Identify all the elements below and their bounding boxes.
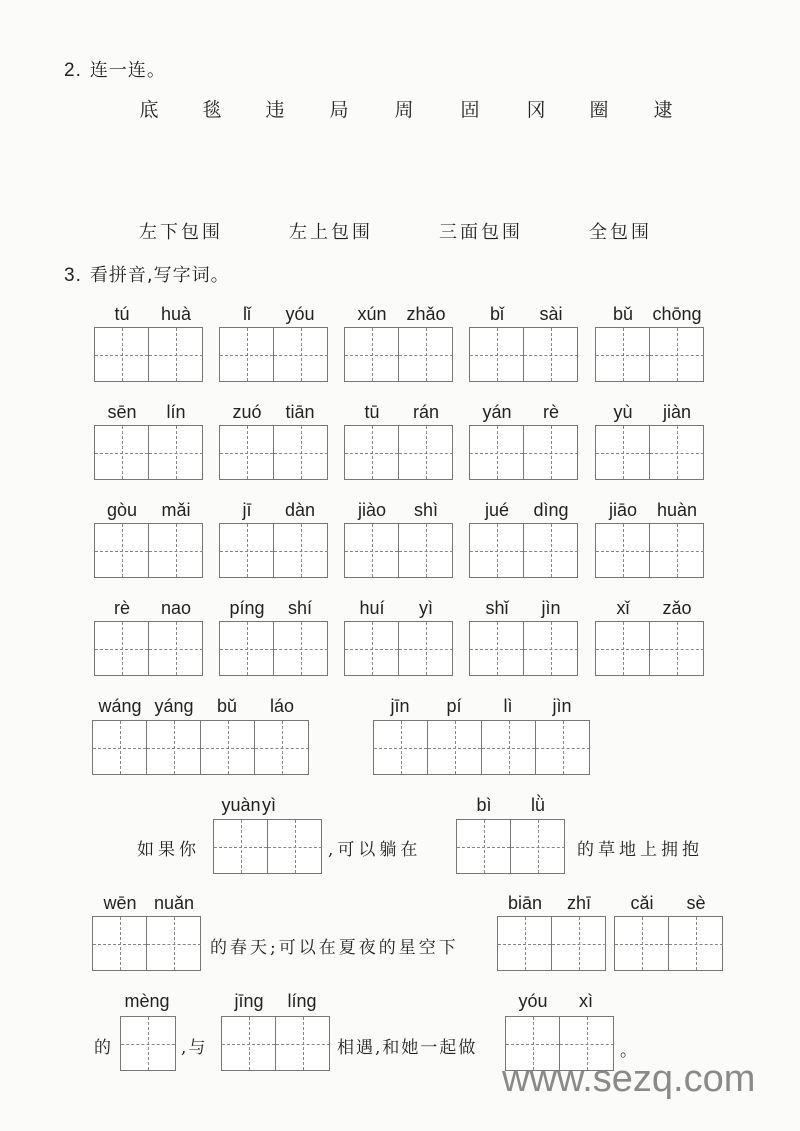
writing-grid[interactable] [595,523,704,578]
writing-grid[interactable] [221,1016,330,1071]
pinyin: yuàn [221,795,261,815]
passage-text: 如果你 [137,840,200,860]
pinyin: cǎi [630,893,654,913]
pinyin: sēn [107,402,137,422]
pinyin: xǐ [616,598,630,618]
match-character[interactable]: 圈 [589,99,609,121]
pinyin: láo [269,696,295,716]
pinyin: lǜ [530,795,546,815]
pinyin: huí [359,598,385,618]
pinyin: mèng [124,991,170,1011]
passage-text: 的春天;可以在夏夜的星空下 [210,938,459,958]
pinyin: tū [364,402,380,422]
writing-grid[interactable] [344,621,453,676]
passage-text: 。 [620,1041,641,1061]
writing-grid[interactable] [614,916,723,971]
pinyin: rè [542,402,560,422]
pinyin: zuó [232,402,262,422]
pinyin: rán [412,402,440,422]
pinyin: dìng [533,500,569,520]
writing-grid[interactable] [120,1016,176,1071]
pinyin: gòu [106,500,138,520]
passage-text: 的草地上拥抱 [577,840,703,860]
pinyin: shǐ [485,598,509,618]
pinyin: chōng [652,304,702,324]
question-3-title [64,261,230,287]
pinyin: zǎo [662,598,692,618]
writing-grid[interactable] [213,819,322,874]
pinyin: nuǎn [153,893,195,913]
pinyin: jī [242,500,252,520]
pinyin: lín [166,402,186,422]
question-number: 3. [64,265,82,286]
pinyin: yáng [154,696,194,716]
match-character[interactable]: 底 [139,99,159,121]
writing-grid[interactable] [344,523,453,578]
pinyin: yì [261,795,277,815]
pinyin: tú [114,304,130,324]
writing-grid[interactable] [219,425,328,480]
pinyin: wáng [98,696,142,716]
passage-text: ,可以躺在 [328,840,422,860]
pinyin: jiāo [608,500,638,520]
pinyin: zhī [566,893,592,913]
match-category[interactable]: 全包围 [589,222,652,243]
match-character[interactable]: 固 [460,99,480,121]
pinyin: nao [160,598,192,618]
pinyin: dàn [284,500,316,520]
writing-grid[interactable] [219,621,328,676]
pinyin: mǎi [161,500,191,520]
pinyin: huàn [656,500,698,520]
pinyin: sài [539,304,563,324]
writing-grid[interactable] [94,621,203,676]
pinyin: pí [446,696,462,716]
match-character[interactable]: 周 [394,99,414,121]
pinyin: bǔ [612,304,634,324]
question-2-title [64,56,166,82]
writing-grid[interactable] [92,916,201,971]
pinyin: rè [113,598,131,618]
pinyin: biān [507,893,543,913]
writing-grid[interactable] [469,621,578,676]
pinyin: xún [357,304,387,324]
match-character[interactable]: 违 [265,99,285,121]
passage-text: ,与 [181,1038,208,1058]
match-character[interactable]: 毯 [202,99,222,121]
pinyin: tiān [285,402,315,422]
pinyin: jiào [357,500,387,520]
passage-text: 相遇,和她一起做 [337,1038,478,1058]
pinyin: shì [413,500,439,520]
pinyin: huà [160,304,192,324]
writing-grid[interactable] [92,720,309,775]
writing-grid[interactable] [469,425,578,480]
pinyin: jué [484,500,510,520]
pinyin: yóu [518,991,548,1011]
pinyin: jìn [552,696,572,716]
match-category[interactable]: 左上包围 [289,222,373,243]
pinyin: xì [578,991,594,1011]
pinyin: píng [229,598,265,618]
writing-grid[interactable] [373,720,590,775]
writing-grid[interactable] [94,523,203,578]
pinyin: lǐ [243,304,251,324]
writing-grid[interactable] [469,327,578,382]
pinyin: jīn [390,696,410,716]
question-text: 连一连。 [89,60,166,81]
match-character[interactable]: 冈 [526,99,546,121]
pinyin: jìn [541,598,561,618]
pinyin: jiàn [662,402,692,422]
writing-grid[interactable] [219,327,328,382]
pinyin: yù [613,402,633,422]
pinyin: wēn [103,893,137,913]
pinyin: bì [476,795,492,815]
writing-grid[interactable] [497,916,606,971]
pinyin: sè [686,893,706,913]
writing-grid[interactable] [344,425,453,480]
question-number: 2. [64,60,82,81]
writing-grid[interactable] [595,621,704,676]
writing-grid[interactable] [94,425,203,480]
pinyin: zhǎo [406,304,446,324]
question-text: 看拼音,写字词。 [89,265,230,286]
match-character[interactable]: 逮 [653,99,673,121]
pinyin: shí [287,598,313,618]
watermark: www.sezq.com [502,1058,756,1100]
pinyin: lì [503,696,513,716]
pinyin: yóu [285,304,315,324]
writing-grid[interactable] [595,425,704,480]
writing-grid[interactable] [469,523,578,578]
match-category[interactable]: 三面包围 [439,222,523,243]
passage-text: 的 [94,1038,115,1058]
pinyin: jīng [234,991,264,1011]
pinyin: bǐ [489,304,505,324]
pinyin: líng [287,991,317,1011]
writing-grid[interactable] [595,327,704,382]
writing-grid[interactable] [94,327,203,382]
writing-grid[interactable] [219,523,328,578]
match-character[interactable]: 局 [329,99,349,121]
match-category[interactable]: 左下包围 [139,222,223,243]
pinyin: yì [418,598,434,618]
writing-grid[interactable] [344,327,453,382]
pinyin: bǔ [216,696,238,716]
writing-grid[interactable] [456,819,565,874]
pinyin: yán [482,402,512,422]
